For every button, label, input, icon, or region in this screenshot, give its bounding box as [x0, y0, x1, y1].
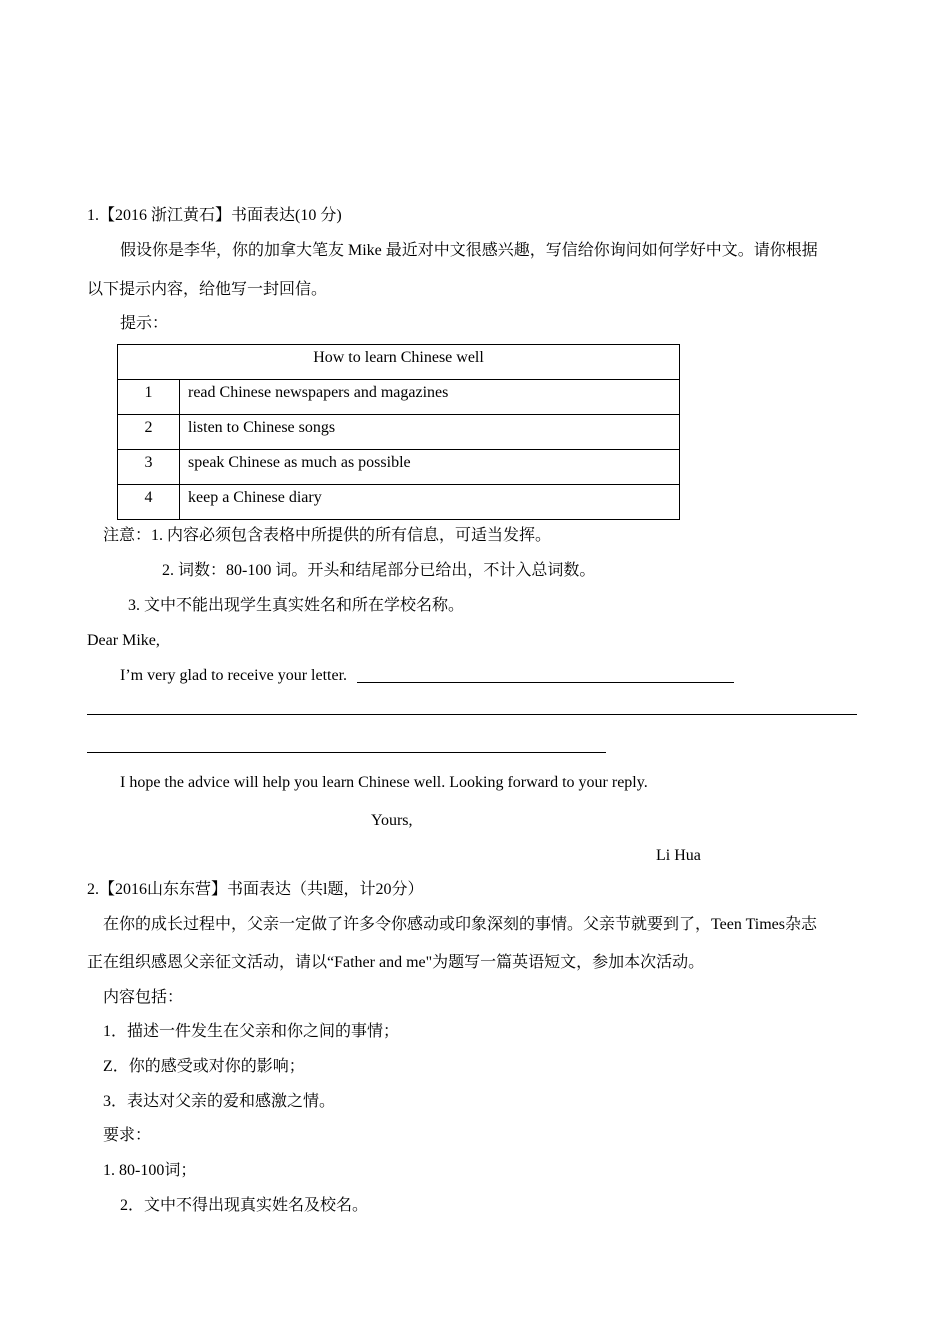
hint-row-text: keep a Chinese diary	[180, 485, 680, 520]
q2-content-item: 1．描述一件发生在父亲和你之间的事情；	[103, 1023, 400, 1040]
q2-content-item: 3．表达对父亲的爱和感激之情。	[103, 1093, 336, 1110]
table-row	[118, 485, 680, 520]
answer-line[interactable]	[87, 714, 857, 715]
q2-requirement-item: 2．文中不得出现真实姓名及校名。	[120, 1197, 369, 1214]
q1-note-2: 2. 词数：80-100 词。开头和结尾部分已给出，不计入总词数。	[162, 562, 596, 579]
q2-content-label: 内容包括：	[103, 989, 184, 1006]
hint-table-caption-row	[118, 345, 680, 380]
letter-sign-off: Yours,	[371, 812, 413, 829]
q1-note-3: 3. 文中不能出现学生真实姓名和所在学校名称。	[128, 597, 465, 614]
hint-row-number: 4	[118, 485, 180, 520]
table-row	[118, 450, 680, 485]
letter-opening: I’m very glad to receive your letter.	[120, 667, 348, 684]
answer-line[interactable]	[357, 682, 734, 683]
q1-prompt-line-2: 以下提示内容，给他写一封回信。	[87, 281, 328, 298]
hint-row-number: 1	[118, 380, 180, 415]
q2-prompt-line-1: 在你的成长过程中，父亲一定做了许多令你感动或印象深刻的事情。父亲节就要到了，Teen Times杂志	[103, 916, 818, 933]
hint-table	[117, 344, 680, 520]
table-row	[118, 415, 680, 450]
letter-signature: Li Hua	[656, 847, 701, 864]
hint-row-text: speak Chinese as much as possible	[180, 450, 680, 485]
hint-row-text: read Chinese newspapers and magazines	[180, 380, 680, 415]
q2-requirements-label: 要求：	[103, 1127, 152, 1144]
letter-closing: I hope the advice will help you learn Chinese well. Looking forward to your reply.	[120, 774, 648, 791]
hint-row-number: 2	[118, 415, 180, 450]
q2-heading: 2.【2016山东东营】书面表达（共l题，计20分）	[87, 881, 424, 898]
q1-note-1: 注意：1. 内容必须包含表格中所提供的所有信息，可适当发挥。	[103, 527, 552, 544]
q1-hint-label: 提示：	[120, 315, 169, 332]
q2-prompt-line-2: 正在组织感恩父亲征文活动，请以“Father and me"为题写一篇英语短文，参加本次活动。	[87, 954, 705, 971]
q1-prompt-line-1: 假设你是李华，你的加拿大笔友 Mike 最近对中文很感兴趣，写信给你询问如何学好中文。请你根据	[120, 242, 818, 259]
hint-row-number: 3	[118, 450, 180, 485]
table-row	[118, 380, 680, 415]
hint-table-caption: How to learn Chinese well	[118, 345, 680, 380]
letter-greeting: Dear Mike,	[87, 632, 160, 649]
q2-requirement-item: 1. 80-100词；	[103, 1162, 197, 1179]
q2-content-item: Z．你的感受或对你的影响；	[103, 1058, 305, 1075]
q1-heading: 1.【2016 浙江黄石】书面表达(10 分)	[87, 207, 342, 224]
answer-line[interactable]	[87, 752, 606, 753]
hint-row-text: listen to Chinese songs	[180, 415, 680, 450]
